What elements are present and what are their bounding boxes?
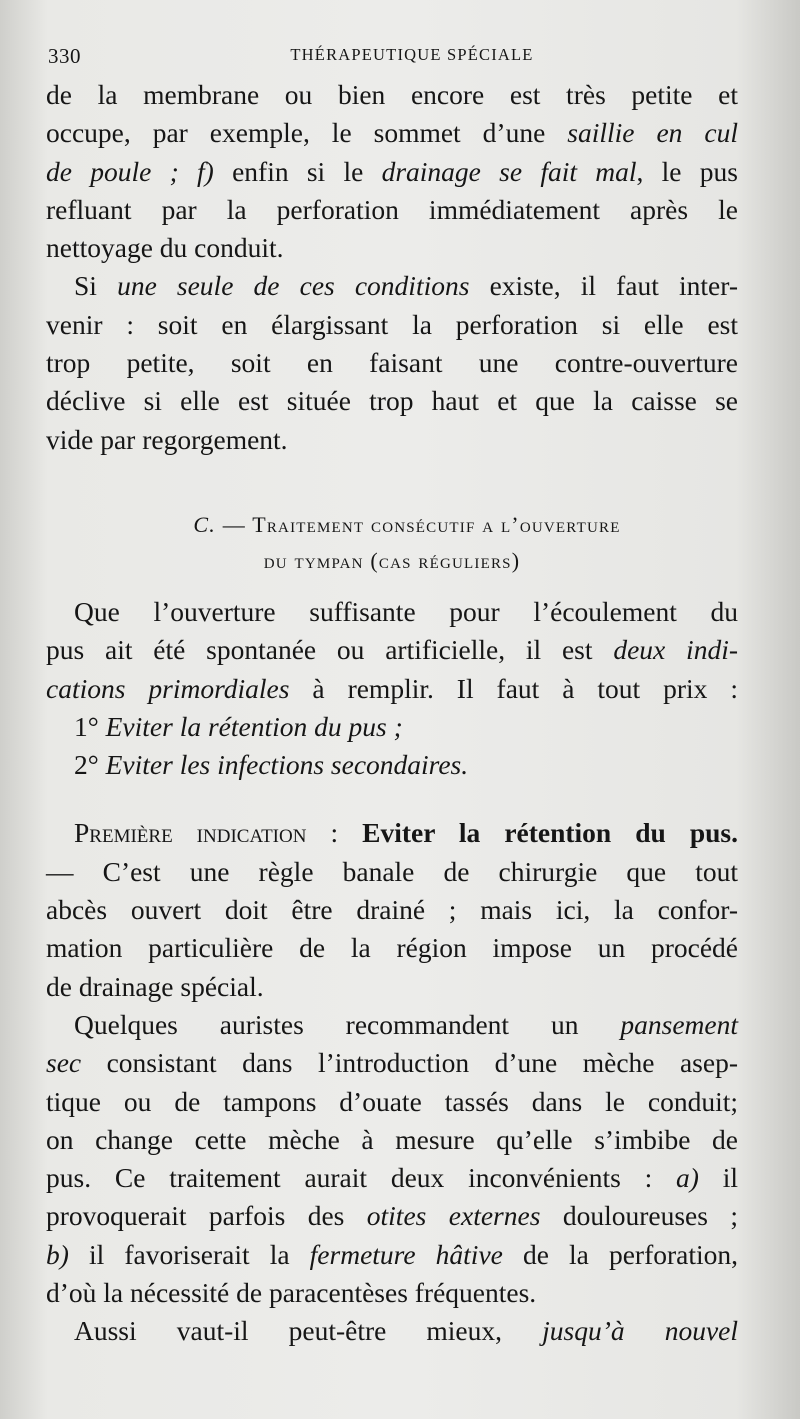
text-run: il favoriserait la	[68, 1238, 310, 1270]
text-run: de la perforation,	[502, 1238, 739, 1270]
text-line: on change cette mèche à mesure qu’elle s’imbibe de	[46, 1123, 738, 1155]
text-line	[46, 593, 738, 631]
text-run: existe, il faut inter-	[469, 270, 738, 302]
text-run: Quelques auristes recommandent un	[74, 1008, 621, 1040]
text-line: nettoyage du conduit.	[46, 232, 284, 264]
text-line: tique ou de tampons d’ouate tassés dans le conduit;	[46, 1085, 738, 1117]
text-line: de drainage spécial.	[46, 970, 264, 1002]
text-run: , le pus	[636, 155, 738, 187]
text-line: trop petite, soit en faisant une contre-ouverture	[46, 347, 738, 379]
italic-run: Eviter les infections secondaires.	[105, 749, 469, 781]
italic-run: deux indi-	[613, 634, 738, 666]
italic-run: Eviter la rétention du pus ;	[105, 710, 403, 742]
paragraph-2	[46, 267, 738, 458]
text-run: à remplir. Il faut à tout prix :	[289, 672, 739, 704]
section-letter: C.	[193, 511, 216, 537]
text-line	[46, 1044, 738, 1082]
paragraph-4	[46, 814, 738, 1005]
italic-run: drainage se fait mal	[381, 155, 637, 187]
text-line: déclive si elle est située trop haut et que la caisse se	[46, 385, 738, 417]
italic-run: a)	[676, 1162, 699, 1194]
text-line	[46, 670, 738, 708]
italic-run: otites externes	[366, 1200, 541, 1232]
text-line: abcès ouvert doit être drainé ; mais ici, la confor-	[46, 894, 738, 926]
section-heading-line: du tympan (cas réguliers)	[263, 547, 521, 573]
text-run: Aussi vaut-il peut-être mieux,	[74, 1315, 543, 1347]
text-run: pus. Ce traitement aurait deux inconvénients :	[46, 1162, 677, 1194]
text-run: occupe, par exemple, le sommet d’une	[46, 117, 568, 149]
paragraph-1	[46, 76, 738, 267]
text-line	[46, 814, 738, 852]
list-number: 2°	[74, 749, 106, 781]
text-line	[46, 114, 738, 152]
text-run: consistant dans l’introduction d’une mèche asep-	[81, 1047, 738, 1079]
text-line: refluant par la perforation immédiatement après le	[46, 193, 738, 225]
spacer	[46, 784, 738, 814]
paragraph-6	[46, 1312, 738, 1350]
text-line	[46, 1236, 738, 1274]
text-line: d’où la nécessité de paracentèses fréquentes.	[46, 1277, 537, 1309]
italic-run: jusqu’à nouvel	[542, 1315, 738, 1347]
text-line: vide par regorgement.	[46, 423, 288, 455]
text-run: Que l’ouverture suffisante pour l’écoulement du	[74, 595, 738, 627]
text-line	[46, 1312, 738, 1350]
italic-run: cations primordiales	[46, 672, 290, 704]
text-line: venir : soit en élargissant la perforation si elle est	[46, 308, 738, 340]
text-run: provoquerait parfois des	[46, 1200, 367, 1232]
paragraph-5	[46, 1006, 738, 1312]
italic-run: saillie en cul	[567, 117, 738, 149]
text-line	[46, 1197, 738, 1235]
text-run: Si	[74, 270, 118, 302]
text-run: enfin si le	[213, 155, 382, 187]
text-line	[46, 267, 738, 305]
text-run: :	[306, 817, 363, 849]
italic-run: une seule de ces conditions	[117, 270, 470, 302]
list-item	[46, 708, 738, 746]
italic-run: sec	[46, 1047, 82, 1079]
page-number: 330	[48, 44, 81, 68]
italic-run: pansement	[620, 1008, 738, 1040]
text-run: pus ait été spontanée ou artificielle, il est	[46, 634, 614, 666]
running-title: THÉRAPEUTIQUE SPÉCIALE	[290, 45, 534, 64]
text-line: de la membrane ou bien encore est très petite et	[46, 79, 738, 110]
bold-run: Eviter la rétention du pus.	[362, 817, 738, 849]
list-item	[46, 746, 738, 784]
italic-run: de poule ; f)	[46, 155, 214, 187]
paragraph-3	[46, 593, 738, 784]
running-head	[46, 36, 738, 76]
text-run: douloureuses ;	[540, 1200, 738, 1232]
section-heading	[46, 507, 738, 579]
text-line	[46, 631, 738, 669]
section-heading-line	[46, 507, 738, 543]
text-line: — C’est une règle banale de chirurgie que tout	[46, 855, 738, 887]
text-line	[46, 153, 738, 191]
list-number: 1°	[74, 710, 106, 742]
text-line	[46, 1006, 738, 1044]
text-line: mation particulière de la région impose un procédé	[46, 932, 738, 964]
italic-run: b)	[46, 1238, 69, 1270]
indication-label: Première indication	[74, 817, 307, 849]
section-title: — Traitement consécutif a l’ouverture	[216, 511, 621, 537]
text-run: il	[698, 1162, 738, 1194]
italic-run: fermeture hâtive	[309, 1238, 503, 1270]
text-line	[46, 1159, 738, 1197]
